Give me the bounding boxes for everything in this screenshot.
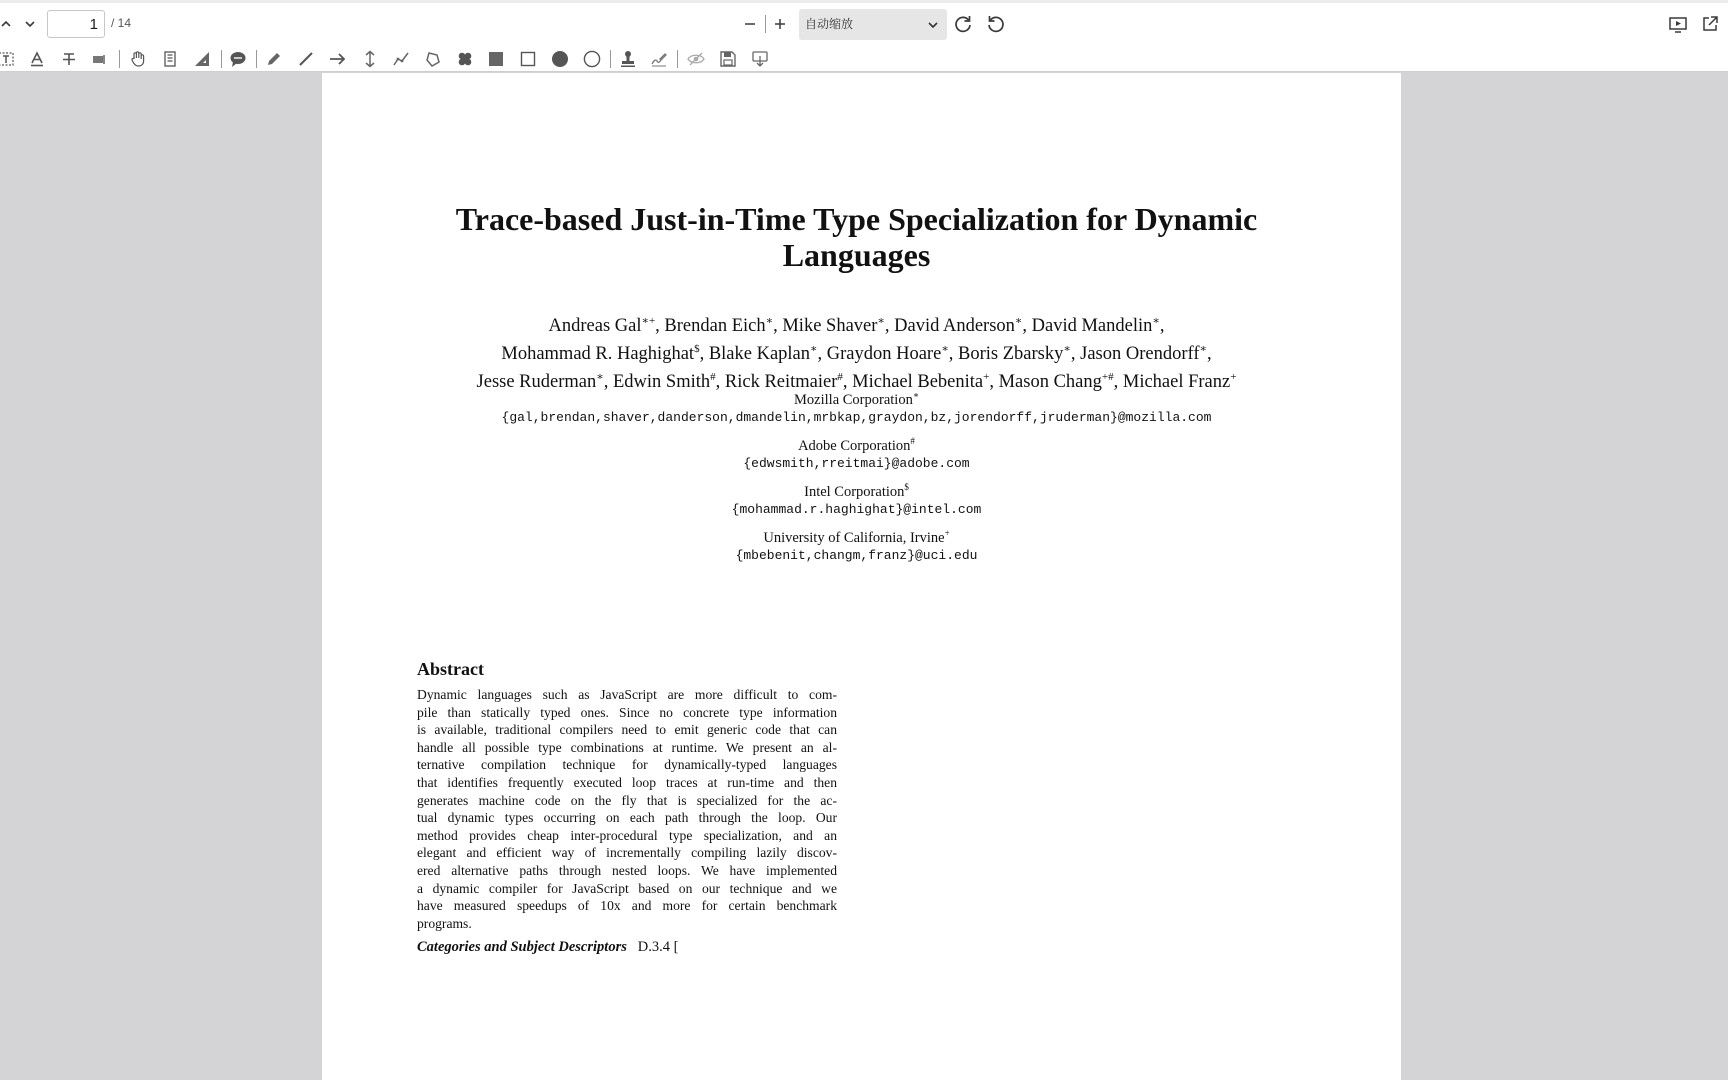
author-affiliation-mark: +	[983, 371, 990, 384]
filled-circle-icon	[551, 50, 569, 68]
abstract-line: handle all possible type combinations at runtime. We present an al-	[417, 739, 837, 755]
download-icon	[751, 50, 769, 68]
double-arrow-tool[interactable]	[356, 45, 384, 73]
stamp-icon	[620, 50, 636, 68]
abstract-line: have measured speedups of 10x and more for certain benchmark	[417, 898, 837, 914]
highlight-icon	[92, 51, 108, 67]
toolbar-separator	[119, 50, 120, 68]
open-external-button[interactable]	[1696, 10, 1724, 38]
author-name: Jesse Ruderman	[476, 372, 597, 393]
next-page-button[interactable]	[16, 10, 44, 38]
affiliation-org: Mozilla Corporation∗	[794, 390, 919, 408]
abstract-line: generates machine code on the fly that is specialized for the ac-	[417, 792, 837, 808]
arrow-tool[interactable]	[324, 45, 352, 73]
author-affiliation-mark: ∗+	[641, 315, 656, 327]
toolbar-separator	[677, 50, 678, 68]
affiliation-email: {edwsmith,rreitmai}@adobe.com	[743, 455, 970, 471]
chevron-down-icon	[23, 17, 37, 31]
author-affiliation-mark: ∗	[596, 371, 604, 384]
paper-title-line: Trace-based Just-in-Time Type Specialization for Dynamic	[455, 201, 1258, 237]
zoom-select[interactable]	[799, 9, 947, 40]
author-affiliation-mark: ∗	[810, 343, 818, 356]
author-affiliation-mark: ∗	[877, 315, 885, 327]
toolbar-separator	[610, 50, 611, 68]
author-line: Mohammad R. Haghighat$, Blake Kaplan∗, Graydon Hoare∗, Boris Zbarsky∗, Jason Orendorff∗,	[501, 343, 1212, 365]
author-affiliation-mark: +#	[1101, 371, 1114, 384]
affiliation-mozilla	[322, 386, 1391, 427]
abstract-line: programs.	[417, 915, 472, 931]
sticky-note-tool[interactable]	[156, 45, 184, 73]
hand-icon	[129, 50, 147, 68]
text-box-icon	[0, 51, 14, 67]
filled-circle-tool[interactable]	[546, 45, 574, 73]
polygon-icon	[425, 51, 441, 67]
author-name: Rick Reitmaier	[724, 372, 838, 393]
author-affiliation-mark: #	[710, 371, 716, 384]
affiliation-org: University of California, Irvine+	[763, 528, 950, 546]
vertical-arrow-icon	[362, 50, 378, 68]
abstract-line: ered alternative paths through nested loops. We have implemented	[417, 862, 837, 878]
polyline-icon	[392, 51, 410, 67]
author-affiliation-mark: $	[694, 343, 700, 356]
eye-off-icon	[687, 51, 705, 67]
highlight-tool[interactable]	[86, 45, 114, 73]
author-affiliation-mark: ∗	[941, 343, 949, 356]
abstract-body	[417, 686, 837, 932]
line-icon	[298, 51, 314, 67]
comment-icon	[229, 50, 247, 68]
author-name: Michael Bebenita	[852, 372, 984, 393]
filled-square-icon	[488, 51, 504, 67]
presentation-icon	[1668, 15, 1688, 33]
save-icon	[720, 51, 736, 67]
abstract-heading: Abstract	[417, 659, 484, 679]
author-affiliation-mark: #	[837, 371, 843, 384]
abstract-line: method provides cheap inter-procedural type specialization, and an	[417, 827, 837, 843]
author-name: Mike Shaver	[782, 316, 878, 337]
author-name: Mohammad R. Haghighat	[501, 344, 695, 365]
categories-value: D.3.4 [	[637, 939, 679, 955]
signature-tool[interactable]	[645, 45, 673, 73]
rotate-clockwise-button[interactable]	[949, 10, 977, 38]
text-select-tool[interactable]	[0, 45, 20, 73]
arrow-right-icon	[329, 51, 347, 67]
affiliation-email: {mbebenit,changm,franz}@uci.edu	[735, 547, 978, 563]
plus-icon	[773, 17, 787, 31]
hide-annotations-button[interactable]	[682, 45, 710, 73]
minus-icon	[743, 17, 757, 31]
paper-title	[322, 201, 1391, 273]
square-outline-icon	[520, 51, 536, 67]
polygon-tool[interactable]	[419, 45, 447, 73]
author-list	[322, 310, 1391, 394]
affiliation-email: {mohammad.r.haghighat}@intel.com	[731, 501, 982, 517]
author-affiliation-mark: ∗	[1199, 343, 1207, 356]
chevron-down-icon	[927, 9, 939, 40]
author-name: Blake Kaplan	[708, 344, 811, 365]
chevron-up-icon	[0, 17, 13, 31]
note-icon	[162, 51, 178, 67]
abstract-line: pile than statically typed ones. Since no concrete type information	[417, 704, 837, 720]
line-tool[interactable]	[292, 45, 320, 73]
abstract-line: a dynamic compiler for JavaScript based on our technique and we	[417, 880, 837, 896]
circle-tool[interactable]	[578, 45, 606, 73]
filled-rectangle-tool[interactable]	[482, 45, 510, 73]
author-affiliation-mark: ∗	[1152, 315, 1160, 327]
affiliation-intel	[322, 478, 1391, 519]
font-color-icon	[29, 51, 45, 67]
measure-tool[interactable]	[188, 45, 216, 73]
affiliation-adobe	[322, 432, 1391, 473]
affiliation-email: {gal,brendan,shaver,danderson,dmandelin,mrbkap,graydon,bz,jorendorff,jruderman}@mozilla.com	[501, 409, 1212, 425]
paper-title-line: Languages	[782, 237, 931, 273]
author-line: Jesse Ruderman∗, Edwin Smith#, Rick Reitmaier#, Michael Bebenita+, Mason Chang+#, Michael Franz+	[476, 371, 1237, 393]
text-color-tool[interactable]	[23, 45, 51, 73]
pdf-page	[322, 73, 1401, 1080]
author-name: Mason Chang	[998, 372, 1102, 393]
page-number-input[interactable]	[47, 10, 105, 38]
affiliation-uci	[322, 524, 1391, 565]
categories-label: Categories and Subject Descriptors	[417, 939, 627, 955]
rotate-clockwise-icon	[953, 14, 973, 34]
triangle-ruler-icon	[194, 51, 210, 67]
zoom-in-button[interactable]	[766, 10, 794, 38]
author-name: Jason Orendorff	[1080, 344, 1200, 365]
author-affiliation-mark: +	[1230, 371, 1237, 384]
page-count-label: / 14	[111, 16, 132, 30]
abstract-line: Dynamic languages such as JavaScript are more difficult to com-	[417, 687, 837, 702]
rotate-counterclockwise-icon	[986, 14, 1006, 34]
abstract-line: that identifies frequently executed loop traces at run-time and then	[417, 774, 837, 790]
save-button[interactable]	[714, 45, 742, 73]
strikethrough-tool[interactable]	[55, 45, 83, 73]
abstract-line: tual dynamic types occurring on each path through the loop. Our	[417, 810, 837, 826]
abstract-line: elegant and efficient way of incrementally compiling lazily discov-	[417, 845, 837, 861]
comment-tool[interactable]	[224, 45, 252, 73]
polyline-tool[interactable]	[387, 45, 415, 73]
viewer-toolbar	[0, 0, 1728, 72]
rotate-counterclockwise-button[interactable]	[982, 10, 1010, 38]
author-name: Graydon Hoare	[826, 344, 942, 365]
zoom-out-button[interactable]	[736, 10, 764, 38]
main-toolbar-row	[0, 6, 1728, 42]
author-line: Andreas Gal∗+, Brendan Eich∗, Mike Shaver∗, David Anderson∗, David Mandelin∗,	[548, 315, 1165, 337]
external-link-icon	[1701, 15, 1719, 33]
author-name: David Mandelin	[1031, 316, 1153, 337]
pencil-tool[interactable]	[260, 45, 288, 73]
categories-descriptors	[417, 939, 678, 956]
signature-icon	[650, 51, 668, 67]
affiliation-org: Intel Corporation$	[804, 482, 909, 500]
author-affiliation-mark: ∗	[765, 315, 774, 327]
pencil-icon	[266, 51, 282, 67]
stamp-tool[interactable]	[614, 45, 642, 73]
author-name: David Anderson	[894, 316, 1015, 337]
cloud-icon	[456, 51, 474, 67]
affiliation-org: Adobe Corporation#	[798, 436, 915, 454]
author-name: Andreas Gal	[548, 316, 642, 337]
author-name: Michael Franz	[1122, 372, 1231, 393]
circle-outline-icon	[583, 50, 601, 68]
download-button[interactable]	[746, 45, 774, 73]
cloud-tool[interactable]	[451, 45, 479, 73]
author-name: Edwin Smith	[612, 372, 711, 393]
toolbar-separator	[256, 50, 257, 68]
author-affiliation-mark: ∗	[1063, 343, 1071, 356]
presentation-mode-button[interactable]	[1664, 10, 1692, 38]
annotation-toolbar-row	[0, 43, 1728, 75]
hand-tool[interactable]	[124, 45, 152, 73]
zoom-select-value: 自动缩放	[805, 17, 854, 31]
abstract-line: is available, traditional compilers need to emit generic code that can	[417, 722, 837, 738]
toolbar-separator	[221, 50, 222, 68]
rectangle-tool[interactable]	[514, 45, 542, 73]
author-affiliation-mark: ∗	[1014, 315, 1023, 327]
author-name: Boris Zbarsky	[958, 344, 1064, 365]
abstract-line: ternative compilation technique for dynamically-typed languages	[417, 757, 837, 773]
strikethrough-icon	[61, 51, 77, 67]
author-name: Brendan Eich	[664, 316, 766, 337]
